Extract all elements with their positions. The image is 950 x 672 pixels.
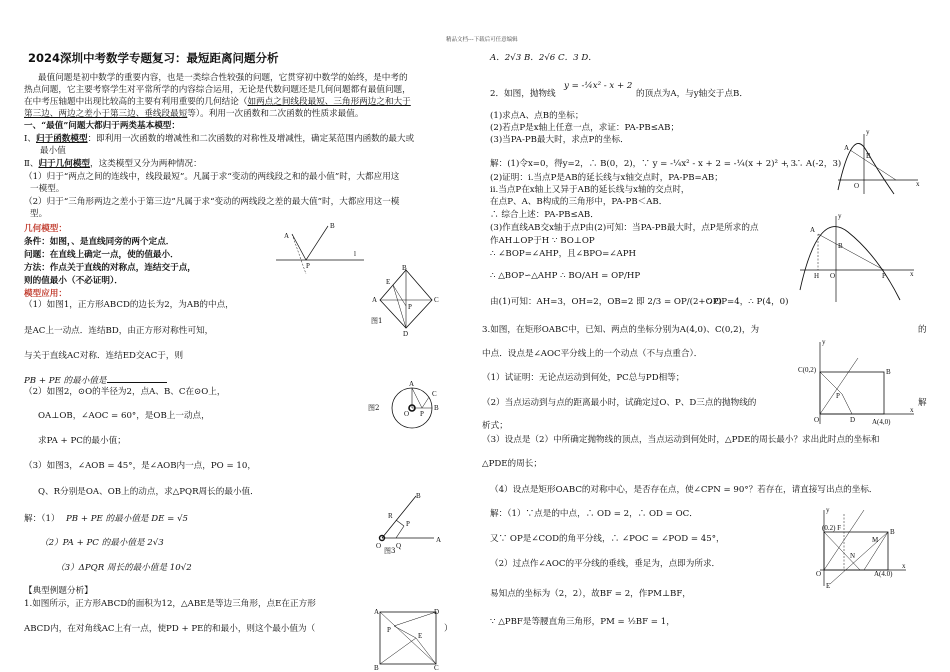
rectangle-figure [796,338,918,426]
example-1-figure [372,606,442,672]
q2-solution-8: ∴ ∠BOP=∠AHP，且∠BPO=∠APH [490,249,637,259]
fig3-label-o: O [376,542,382,550]
rect-label-p: P [836,392,840,400]
typical-examples-heading: 【典型例题分析】 [24,586,93,596]
vertex-label-a: A(4.0) [874,570,893,578]
intro-line-1: 最值问题是初中数学的重要内容，也是一类综合性较强的问题，它贯穿初中数学的始终，是中考的 [38,73,408,83]
q2-solution-4: 在点P、A、B构成的三角形中，PA-PB＜AB． [490,197,668,207]
solution-1: PB + PE 的最小值是 DE = √5 [66,514,189,524]
q2-solution-3: ⅱ.当点P在x轴上又异于AB的延长线与x轴的交点时， [490,185,690,195]
intro-line-3: 在中考压轴题中出现比较高的主要有利用重要的几何结论（如两点之间线段最短、三角形两边之和大于 [24,97,411,107]
q2-parabola-equation: y = -¼x² - x + 2 [564,81,633,91]
q3-intro-tail: 的 [918,325,927,335]
parabola-top-label-a: A [844,144,850,152]
section-heading-models: 一、“最值”问题大都归于两类基本模型： [24,121,180,131]
fig1-label-c: C [434,296,439,304]
example-1-line-1: 1.如图所示，正方形ABCD的面积为12，△ABE是等边三角形，点E在正方形 [24,599,316,609]
fig2-label-b: B [434,404,439,412]
fig1-label-b: B [402,264,407,272]
fig2-label-a: A [409,380,415,388]
figure-3-caption: 图3 [384,547,396,555]
q2-solution-1-cont: ，∴ A(-2，3) [786,159,842,169]
fig3-label-r: R [388,512,393,520]
problem-1-line-4: PB + PE 的最小值是 [24,373,167,387]
q2-solution-7: 作AH⊥OP于H ∵ BO⊥OP [490,236,595,246]
solution-lead: 解：（1） [24,514,60,524]
fig3-label-q: Q [396,542,402,550]
problem-3-line-2: Q、R分别是OA、OB上的动点，求△PQR周长的最小值． [38,487,259,497]
vertex-label-o: O [816,570,822,578]
fig1-label-p: P [408,303,412,311]
q3-part-2-cont: 析式； [482,421,508,431]
ex1-label-e: E [418,632,423,640]
q3-intro-cont: 中点．设点是∠AOC平分线上的一个动点（不与点重合）． [482,349,703,359]
problem-3-line-1: （3）如图3，∠AOB = 45°，是∠AOB内一点，PO = 10， [24,461,256,471]
figure-1-caption: 图1 [371,317,383,325]
parabola-figure-top [834,128,924,198]
ex1-label-a: A [374,608,380,616]
function-model-cont: 最小值 [40,146,66,156]
q3-part-1: （1）试证明：无论点运动到何处，PC总与PD相等； [482,373,685,383]
figure-3-angle [376,490,446,550]
parabola-top-label-x: x [916,180,920,188]
problem-1-line-1: （1）如图1，正方形ABCD的边长为2，为AB的中点， [24,300,234,310]
rect-label-b: B [886,368,891,376]
vertex-label-cf: (0.2) F [822,524,842,532]
q2-solution-11: ∴ OP=4，∴ P(4，0) [706,297,789,307]
vertex-label-n: N [850,552,856,560]
example-1-paren: ） [444,624,453,634]
parabola-label-a: A [810,226,816,234]
figure-1-square [372,262,447,337]
ex1-label-p: P [387,626,391,634]
q3-intro: 3.如图，在矩形OABC中，已知、两点的坐标分别为A(4,0)、C(0,2)，为 [482,325,760,335]
q3-solution-1: 解：（1）∵点是的中点，∴ OD = 2，∴ OD = OC． [490,509,698,519]
q2-solution-6: (3)作直线AB交x轴于点P由(2)可知：当PA-PB最大时，点P是所求的点 [490,223,759,233]
geometry-model-title: 几何模型： [24,224,67,234]
fig1-label-e: E [386,278,391,286]
model-method: 方法：作点关于直线的对称点，连结交于点， [24,263,196,273]
vertex-label-b: B [890,528,895,536]
rect-label-y: y [822,338,826,346]
figure-2-caption: 图2 [368,404,380,412]
q2-solution-1: 解：(1)令x=0，得y=2，∴ B(0，2)，∵ y = -¼x² - x + 2 = -¼(x + 2)² + 3 [490,159,797,169]
q3-part-3-cont: △PDE的周长； [482,459,542,469]
rect-label-a: A(4,0) [872,418,891,426]
intro-line-4: 第三边、两边之差小于第三边、垂线段最短等）。利用一次函数和二次函数的性质求最值。 [24,109,364,119]
q2-solution-10: 由(1)可知：AH=3，OH=2，OB=2 即 2/3 = OP/(2+OP) [490,297,722,307]
problem-1-line-2: 是AC上一动点．连结BD，由正方形对称性可知， [24,326,214,336]
fig2-label-o: O [404,410,410,418]
figure-2-circle [390,368,450,438]
rect-label-o: O [814,416,820,424]
problem-1-line-3: 与关于直线AC对称．连结ED交AC于，则 [24,351,184,361]
solution-2: （2）PA + PC 的最小值是 2√3 [40,538,164,548]
q3-part-3: （3）设点是（2）中所确定抛物线的顶点，当点运动到何处时，△PDE的周长最小？求出此时点的坐标和 [482,435,880,445]
model-condition: 条件：如图，、是直线同旁的两个定点． [24,237,175,247]
parabola-label-o: O [830,272,836,280]
application-title: 模型应用： [24,289,67,299]
vertex-figure [800,506,910,590]
page-header: 精品文档---下载后可任意编辑 [446,37,518,43]
q3-part-2-tail: 解 [918,398,927,408]
q2-solution-5: ∴ 综合上述：PA-PB≤AB． [490,210,599,220]
q2-part-2: (2)若点P是x轴上任意一点，求证：PA-PB≤AB； [490,123,680,133]
fig2-label-c: C [432,390,437,398]
model-label-a: A [284,232,290,240]
ex1-label-d: D [434,608,440,616]
q3-solution-3: （2）过点作∠AOC的平分线的垂线，垂足为，点即为所求． [490,559,721,569]
ex1-label-b: B [374,664,379,672]
parabola-figure-main [796,212,920,304]
geometry-case-2-cont: 型。 [30,209,48,219]
parabola-label-h: H [814,272,820,280]
q2-part-1: (1)求点A、点B的坐标； [490,111,584,121]
q3-solution-2: 又∵ OP是∠COD的角平分线，∴ ∠POC = ∠POD = 45°， [490,534,725,544]
fig3-label-p: P [406,520,410,528]
rect-label-x: x [910,406,914,414]
problem-2-line-1: （2）如图2，⊙O的半径为2，点A、B、C在⊙O上， [24,387,226,397]
q2-intro-cont: 的顶点为A，与y轴交于点B． [636,89,748,99]
model-label-l: l [354,250,356,258]
problem-2-line-3: 求PA + PC的最小值； [38,436,126,446]
ex1-label-c: C [434,664,439,672]
q2-part-3: (3)当PA-PB最大时，求点P的坐标． [490,135,629,145]
q2-solution-2: (2)证明：ⅰ.当点P是AB的延长线与x轴交点时，PA-PB=AB； [490,173,723,183]
fig3-label-a: A [436,536,442,544]
parabola-top-label-y: y [866,128,870,136]
function-model: Ⅰ、归于函数模型：即利用一次函数的增减性和二次函数的对称性及增减性，确定某范围内函数的最大或 [24,134,415,144]
vertex-label-e: E [826,582,831,590]
model-label-b: B [330,222,335,230]
answer-choices: A．2√3 B．2√6 C．3 D． [490,53,597,63]
model-figure [276,222,376,282]
q3-part-2: （2）当点运动到与点的距离最小时，试确定过O、P、D三点的抛物线的 [482,398,757,408]
parabola-label-y: y [838,212,842,220]
q3-solution-5: ∵ △PBF是等腰直角三角形，PM = ½BF = 1， [490,617,675,627]
q2-intro: 2．如图，抛物线 [490,89,556,99]
q2-solution-9: ∴ △BOP∽△AHP ∴ BO/AH = OP/HP [490,271,641,281]
parabola-label-x: x [910,270,914,278]
parabola-label-b: B [838,242,843,250]
geometry-model: Ⅱ、归于几何模型，这类模型又分为两种情况： [24,159,202,169]
example-1-line-2: ABCD内，在对角线AC上有一点，使PD + PE的和最小，则这个最小值为（ [24,624,316,634]
geometry-case-1-cont: 一模型。 [30,184,65,194]
doc-title: 2024深圳中考数学专题复习：最短距离问题分析 [28,51,279,65]
parabola-top-label-o: O [854,182,860,190]
fig2-label-p: P [420,410,424,418]
vertex-label-m: M [872,536,879,544]
geometry-case-1: （1）归于“两点之间的连线中，线段最短”。凡属于求“变动的两线段之和的最小值”时，大都应用这 [24,172,400,182]
vertex-label-x: x [902,562,906,570]
q3-part-4: （4）设点是矩形OABC的对称中心，是否存在点，使∠CPN = 90°？若存在，请直接写出点的坐标． [490,485,878,495]
parabola-label-p: P [882,272,886,280]
fig3-label-b: B [416,492,421,500]
solution-3: （3）ΔPQR 周长的最小值是 10√2 [56,563,192,573]
vertex-label-y: y [826,506,830,514]
problem-2-line-2: OA⊥OB，∠AOC = 60°，是OB上一动点， [38,411,210,421]
q3-solution-4: 易知点的坐标为（2，2），故BF = 2，作PM⊥BF， [490,589,691,599]
geometry-case-2: （2）归于“三角形两边之差小于第三边”凡属于求“变动的两线段之差的最大值”时，大都应用这一模 [24,197,400,207]
rect-label-d: D [850,416,856,424]
fig1-label-d: D [403,330,409,338]
model-label-p: P [306,262,310,270]
fig1-label-a: A [372,296,378,304]
intro-line-2: 热点问题，它主要考察学生对平常所学的内容综合运用，无论是代数问题还是几何问题都有最值问题， [24,85,411,95]
model-question: 问题：在直线上确定一点，使的值最小． [24,250,179,260]
parabola-top-label-b: B [866,152,871,160]
rect-label-c: C(0,2) [798,366,817,374]
model-method-cont: 则的值最小（不必证明）． [24,276,123,286]
